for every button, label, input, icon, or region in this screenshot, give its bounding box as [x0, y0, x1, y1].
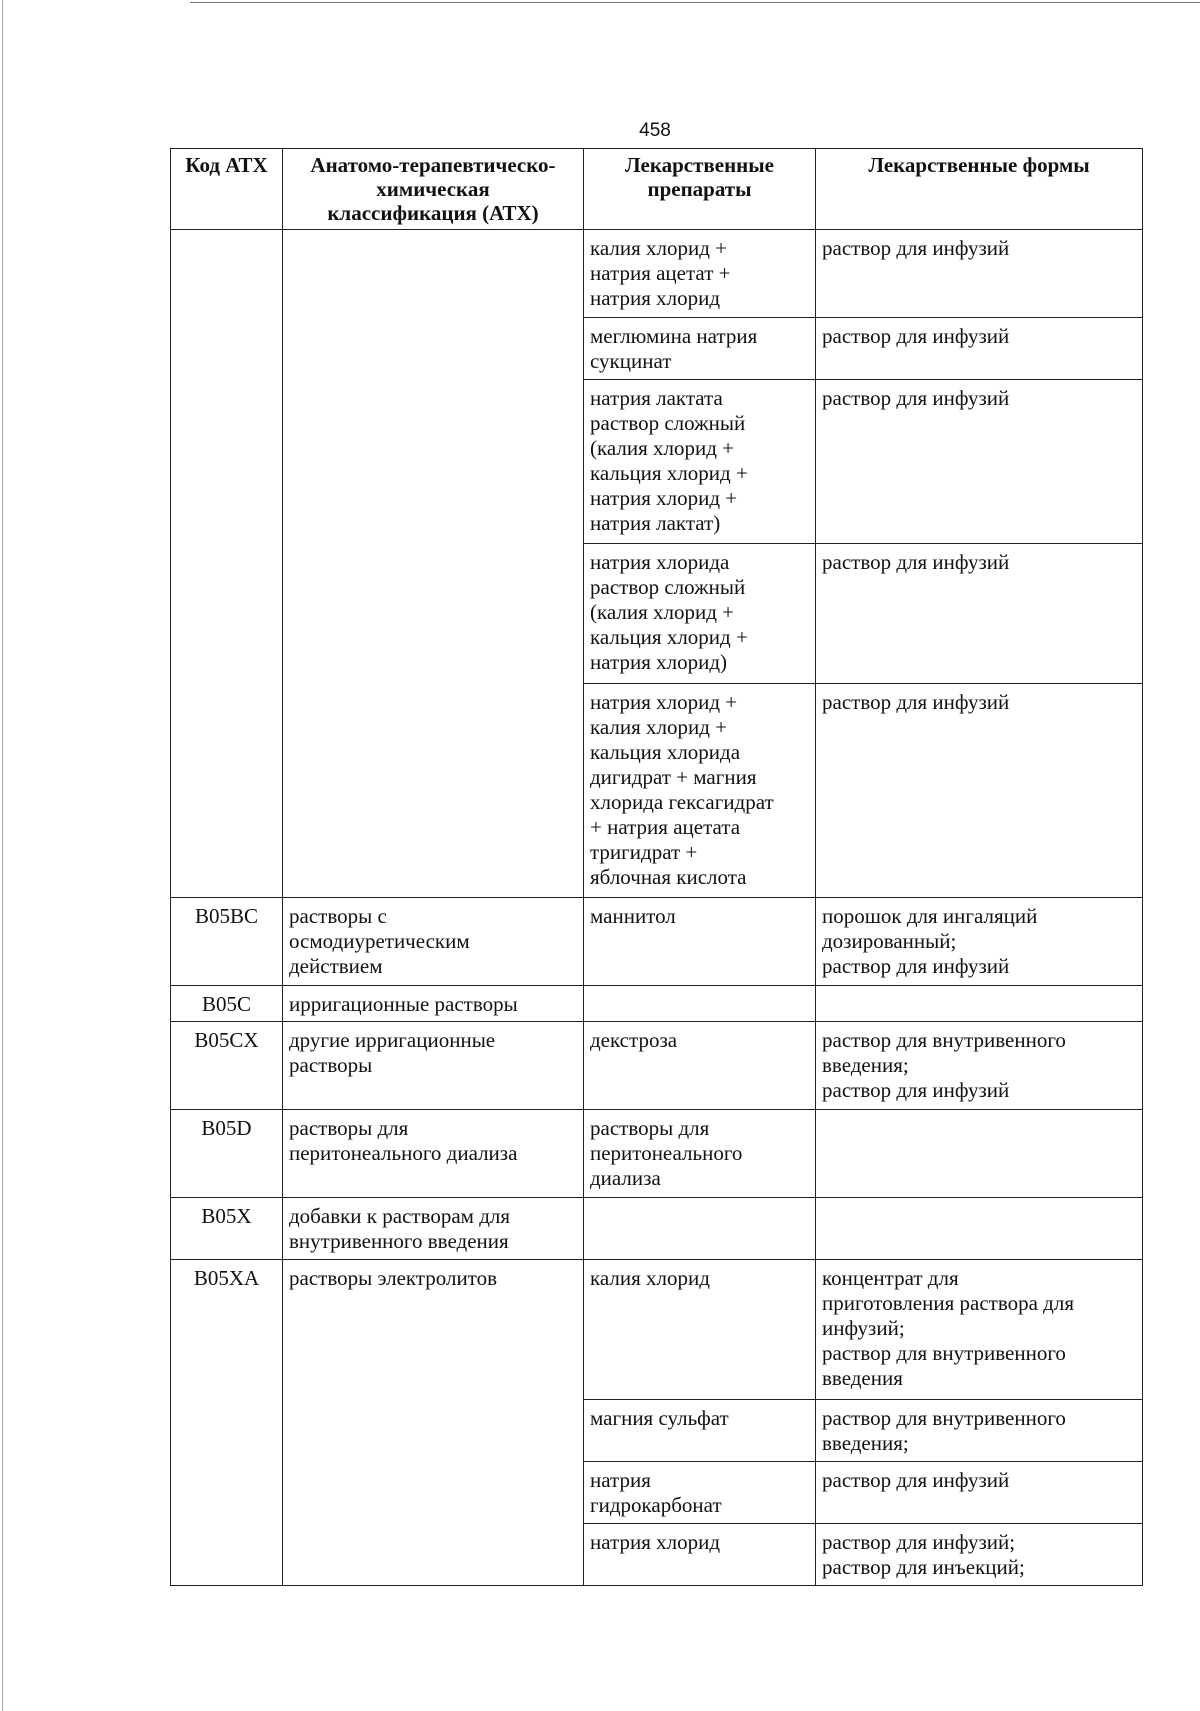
drug-cell: растворы для перитонеального диализа: [584, 1110, 816, 1198]
classification-cell: растворы с осмодиуретическим действием: [283, 898, 584, 986]
classification-cell: другие ирригационные растворы: [283, 1022, 584, 1110]
header-drugs: Лекарственные препараты: [584, 149, 816, 230]
forms-cell: раствор для внутривенного введения; раствор для инфузий: [816, 1022, 1143, 1110]
table-row: [171, 898, 1143, 986]
table-row: [171, 1022, 1143, 1110]
atx-code-cell: B05X: [171, 1198, 283, 1260]
forms-cell: [816, 1198, 1143, 1260]
table-row: [171, 1110, 1143, 1198]
drug-cell: [584, 986, 816, 1022]
table-row: [171, 986, 1143, 1022]
forms-cell: концентрат для приготовления раствора для инфузий; раствор для внутривенного введения: [816, 1260, 1143, 1400]
forms-cell: раствор для инфузий: [816, 380, 1143, 544]
drug-cell: натрия хлорид: [584, 1524, 816, 1586]
header-atx-code: Код АТХ: [171, 149, 283, 230]
drug-cell: меглюмина натрия сукцинат: [584, 318, 816, 380]
classification-cell: растворы для перитонеального диализа: [283, 1110, 584, 1198]
atx-code-cell: B05CX: [171, 1022, 283, 1110]
classification-cell: растворы электролитов: [283, 1260, 584, 1586]
scan-edge-line: [2, 0, 3, 1711]
forms-cell: раствор для инфузий: [816, 544, 1143, 684]
drug-cell: натрия хлорида раствор сложный (калия хлорид + кальция хлорид + натрия хлорид): [584, 544, 816, 684]
table-row: [171, 230, 1143, 318]
atx-table: [170, 148, 1143, 1586]
drug-cell: маннитол: [584, 898, 816, 986]
drug-cell: [584, 1198, 816, 1260]
forms-cell: раствор для инфузий: [816, 230, 1143, 318]
atx-code-cell: B05BC: [171, 898, 283, 986]
forms-cell: раствор для инфузий: [816, 318, 1143, 380]
classification-cell: добавки к растворам для внутривенного введения: [283, 1198, 584, 1260]
atx-code-cell: B05C: [171, 986, 283, 1022]
drug-cell: натрия хлорид + калия хлорид + кальция хлорида дигидрат + магния хлорида гексагидрат + натрия ацетата тригидрат + яблочная кислота: [584, 684, 816, 898]
table-row: [171, 1198, 1143, 1260]
drug-cell: натрия лактата раствор сложный (калия хлорид + кальция хлорид + натрия хлорид + натрия лактат): [584, 380, 816, 544]
forms-cell: раствор для внутривенного введения;: [816, 1400, 1143, 1462]
page-number: 458: [639, 120, 671, 141]
header-atx-classification: Анатомо-терапевтическо- химическая классификация (АТХ): [283, 149, 584, 230]
atx-code-cell: B05XA: [171, 1260, 283, 1586]
continuation-code-cell: [171, 230, 283, 898]
table-header-row: [171, 149, 1143, 230]
atx-code-cell: B05D: [171, 1110, 283, 1198]
forms-cell: раствор для инфузий: [816, 1462, 1143, 1524]
drug-cell: магния сульфат: [584, 1400, 816, 1462]
classification-cell: ирригационные растворы: [283, 986, 584, 1022]
forms-cell: раствор для инфузий: [816, 684, 1143, 898]
drug-cell: калия хлорид: [584, 1260, 816, 1400]
table-row: [171, 1260, 1143, 1400]
drug-cell: натрия гидрокарбонат: [584, 1462, 816, 1524]
drug-cell: калия хлорид + натрия ацетат + натрия хлорид: [584, 230, 816, 318]
forms-cell: [816, 986, 1143, 1022]
forms-cell: раствор для инфузий; раствор для инъекций;: [816, 1524, 1143, 1586]
scan-edge-line: [190, 2, 1200, 3]
continuation-classification-cell: [283, 230, 584, 898]
forms-cell: порошок для ингаляций дозированный; раствор для инфузий: [816, 898, 1143, 986]
forms-cell: [816, 1110, 1143, 1198]
header-dosage-forms: Лекарственные формы: [816, 149, 1143, 230]
drug-cell: декстроза: [584, 1022, 816, 1110]
